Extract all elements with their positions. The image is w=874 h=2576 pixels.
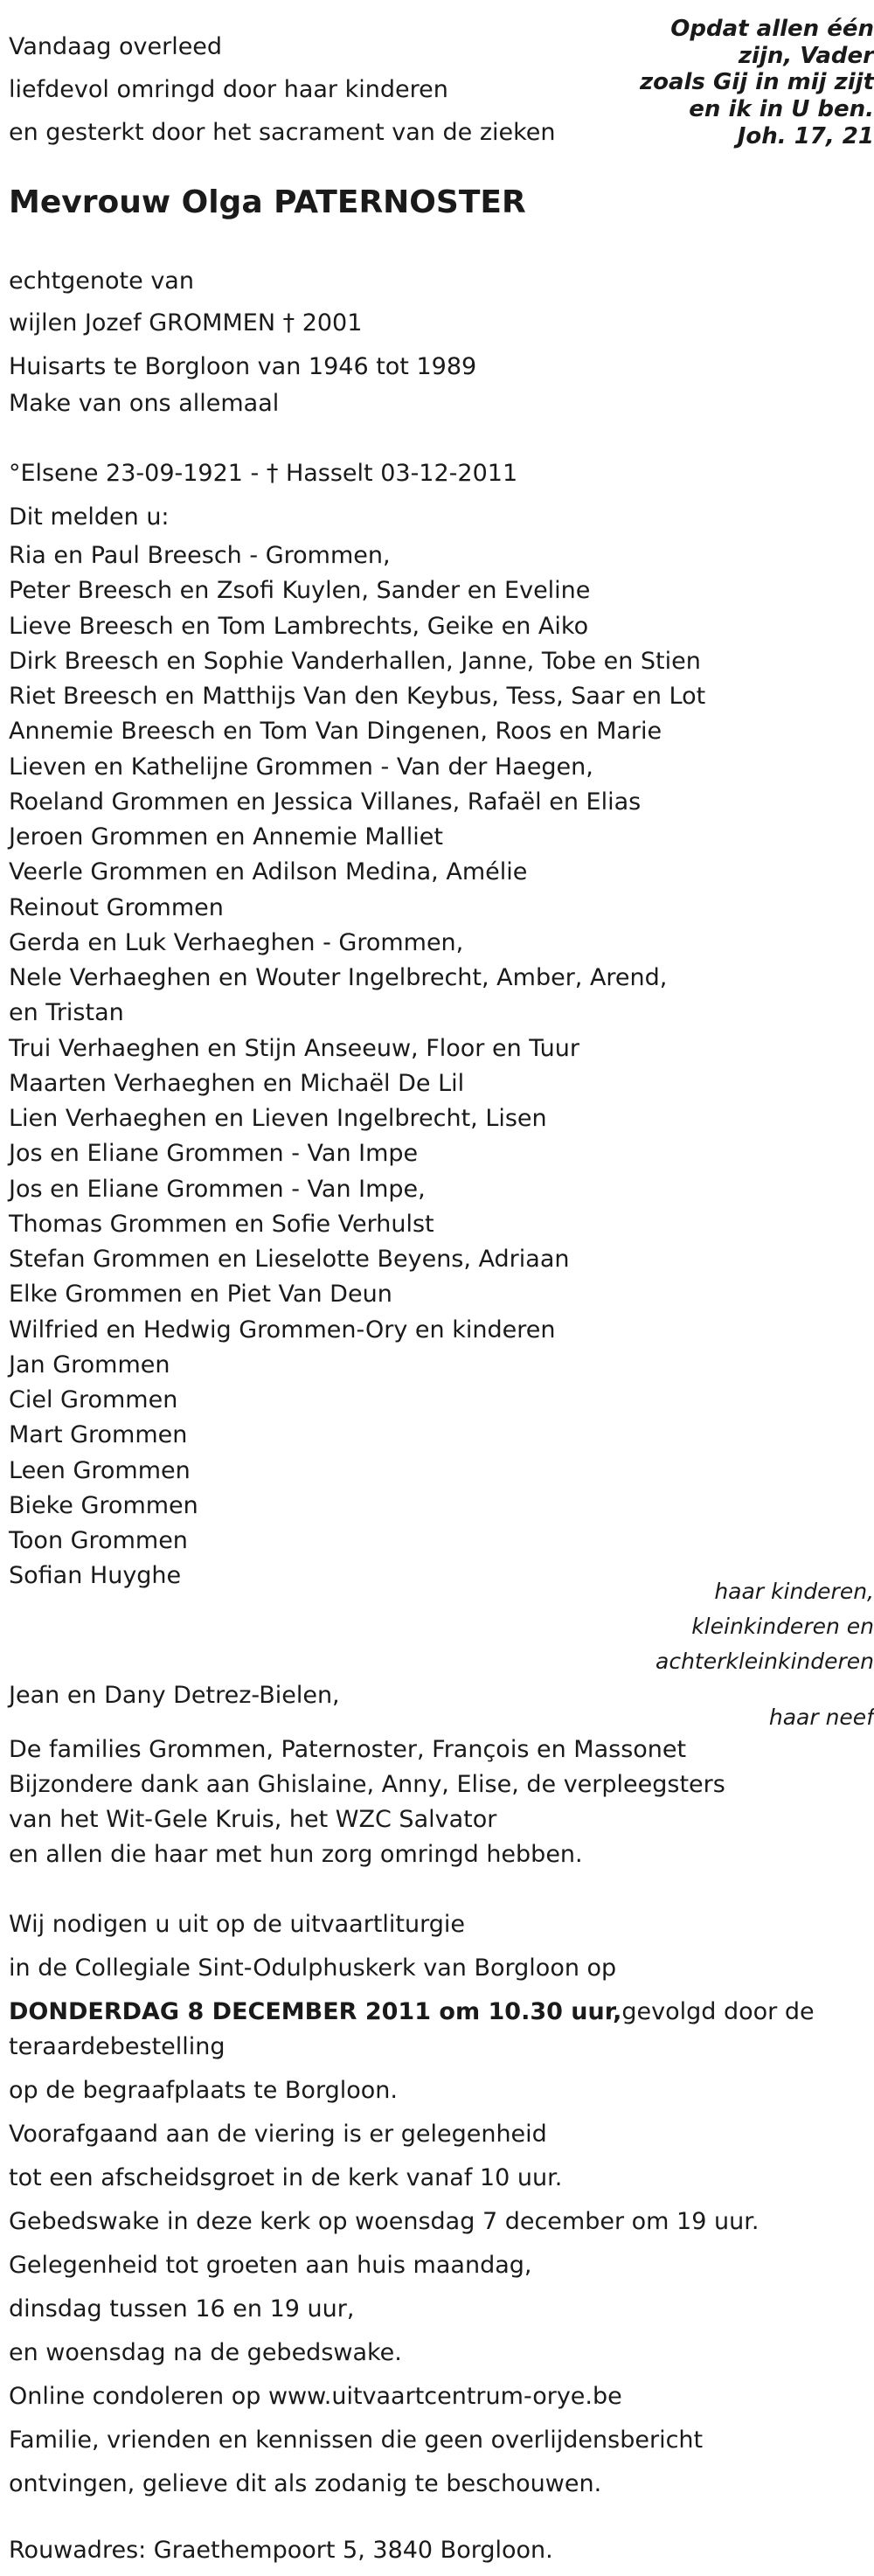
detail-line: Gebedswake in deze kerk op woensdag 7 december om 19 uur.	[9, 2208, 760, 2235]
families-line: De families Grommen, Paternoster, François en Massonet	[9, 1736, 687, 1763]
list-item: Thomas Grommen en Sofie Verhulst	[9, 1210, 434, 1238]
detail-line: Gelegenheid tot groeten aan huis maandag,	[9, 2252, 532, 2279]
spouse-line-2: wijlen Jozef GROMMEN † 2001	[9, 309, 363, 337]
detail-line: dinsdag tussen 16 en 19 uur,	[9, 2295, 355, 2323]
announce-label: Dit melden u:	[9, 503, 170, 531]
detail-line: op de begraafplaats te Borgloon.	[9, 2077, 398, 2104]
list-item: Lien Verhaeghen en Lieven Ingelbrecht, Lisen	[9, 1105, 547, 1132]
invite-line-2: in de Collegiale Sint-Odulphuskerk van Borgloon op	[9, 1955, 617, 1982]
intro-line-1: Vandaag overleed	[9, 33, 223, 60]
list-item: Jan Grommen	[9, 1350, 170, 1378]
list-item: Lieven en Kathelijne Grommen - Van der Haegen,	[9, 753, 593, 781]
verse-line: Opdat allen één	[670, 16, 874, 42]
profession-line-1: Huisarts te Borgloon van 1946 tot 1989	[9, 353, 477, 380]
list-item: Reinout Grommen	[9, 893, 224, 921]
funeral-date: DONDERDAG 8 DECEMBER 2011 om 10.30 uur,	[9, 1998, 622, 2025]
list-item: Lieve Breesch en Tom Lambrechts, Geike en Aiko	[9, 612, 589, 640]
invite-line-1: Wij nodigen u uit op de uitvaartliturgie	[9, 1911, 465, 1938]
detail-line: Voorafgaand aan de viering is er gelegenheid	[9, 2121, 547, 2148]
list-item: Jos en Eliane Grommen - Van Impe,	[9, 1175, 426, 1203]
condolence-link: Online condoleren op www.uitvaartcentrum-orye.be	[9, 2383, 622, 2410]
list-item: Toon Grommen	[9, 1527, 188, 1554]
intro-line-2: liefdevol omringd door haar kinderen	[9, 76, 448, 103]
family-note-line-3: achterkleinkinderen	[656, 1649, 874, 1674]
spouse-line-1: echtgenote van	[9, 267, 194, 295]
mourning-address: Rouwadres: Graethempoort 5, 3840 Borgloon.	[9, 2537, 553, 2564]
detail-line: en woensdag na de gebedswake.	[9, 2339, 402, 2366]
list-item: Jeroen Grommen en Annemie Malliet	[9, 823, 443, 851]
bible-verse	[542, 16, 874, 149]
list-item: Dirk Breesch en Sophie Vanderhallen, Janne, Tobe en Stien	[9, 647, 701, 675]
intro-line-3: en gesterkt door het sacrament van de zieken	[9, 119, 556, 146]
list-item: Maarten Verhaeghen en Michaël De Lil	[9, 1069, 465, 1097]
nephew-line: Jean en Dany Detrez-Bielen,	[9, 1682, 340, 1709]
family-list	[9, 538, 705, 1594]
verse-reference: Joh. 17, 21	[737, 122, 874, 149]
list-item: Riet Breesch en Matthijs Van den Keybus, Tess, Saar en Lot	[9, 683, 706, 710]
funeral-date-line	[9, 1998, 815, 2026]
detail-line: ontvingen, gelieve dit als zodanig te beschouwen.	[9, 2470, 602, 2497]
verse-line: en ik in U ben.	[689, 96, 874, 123]
list-item: Mart Grommen	[9, 1421, 188, 1449]
detail-line: Familie, vrienden en kennissen die geen overlijdensbericht	[9, 2427, 704, 2454]
deceased-name: Mevrouw Olga PATERNOSTER	[9, 184, 526, 220]
family-note-line-2: kleinkinderen en	[691, 1614, 874, 1639]
list-item: Wilfried en Hedwig Grommen-Ory en kinderen	[9, 1316, 556, 1344]
list-item: Leen Grommen	[9, 1456, 191, 1484]
list-item: Jos en Eliane Grommen - Van Impe	[9, 1140, 419, 1168]
list-item: Gerda en Luk Verhaeghen - Grommen,	[9, 928, 464, 956]
verse-line: zijn, Vader	[738, 42, 874, 69]
list-item: Sofian Huyghe	[9, 1562, 182, 1590]
list-item: Ciel Grommen	[9, 1386, 178, 1413]
thanks-line-3: en allen die haar met hun zorg omringd hebben.	[9, 1841, 583, 1868]
list-item: Bieke Grommen	[9, 1491, 198, 1519]
thanks-line-2: van het Wit-Gele Kruis, het WZC Salvator	[9, 1806, 497, 1833]
list-item: Annemie Breesch en Tom Van Dingenen, Roos en Marie	[9, 718, 662, 746]
list-item: Peter Breesch en Zsofi Kuylen, Sander en Eveline	[9, 577, 591, 605]
detail-line: tot een afscheidsgroet in de kerk vanaf 10 uur.	[9, 2164, 563, 2191]
list-item: Ria en Paul Breesch - Grommen,	[9, 542, 391, 569]
list-item: Trui Verhaeghen en Stijn Anseeuw, Floor en Tuur	[9, 1034, 579, 1062]
family-note-line-1: haar kinderen,	[714, 1579, 874, 1604]
funeral-date-rest: gevolgd door de	[621, 1998, 815, 2025]
list-item: Elke Grommen en Piet Van Deun	[9, 1281, 392, 1309]
funeral-cont: teraardebestelling	[9, 2033, 225, 2060]
list-item: en Tristan	[9, 999, 124, 1027]
list-item: Stefan Grommen en Lieselotte Beyens, Adriaan	[9, 1246, 570, 1273]
list-item: Nele Verhaeghen en Wouter Ingelbrecht, Amber, Arend,	[9, 964, 668, 991]
thanks-line-1: Bijzondere dank aan Ghislaine, Anny, Elise, de verpleegsters	[9, 1771, 725, 1798]
verse-line: zoals Gij in mij zijt	[639, 69, 874, 96]
birth-death-dates: °Elsene 23-09-1921 - † Hasselt 03-12-2011	[9, 460, 518, 487]
list-item: Roeland Grommen en Jessica Villanes, Rafaël en Elias	[9, 788, 642, 816]
nephew-note: haar neef	[768, 1705, 874, 1730]
profession-line-2: Make van ons allemaal	[9, 390, 280, 417]
list-item: Veerle Grommen en Adilson Medina, Amélie	[9, 858, 528, 886]
